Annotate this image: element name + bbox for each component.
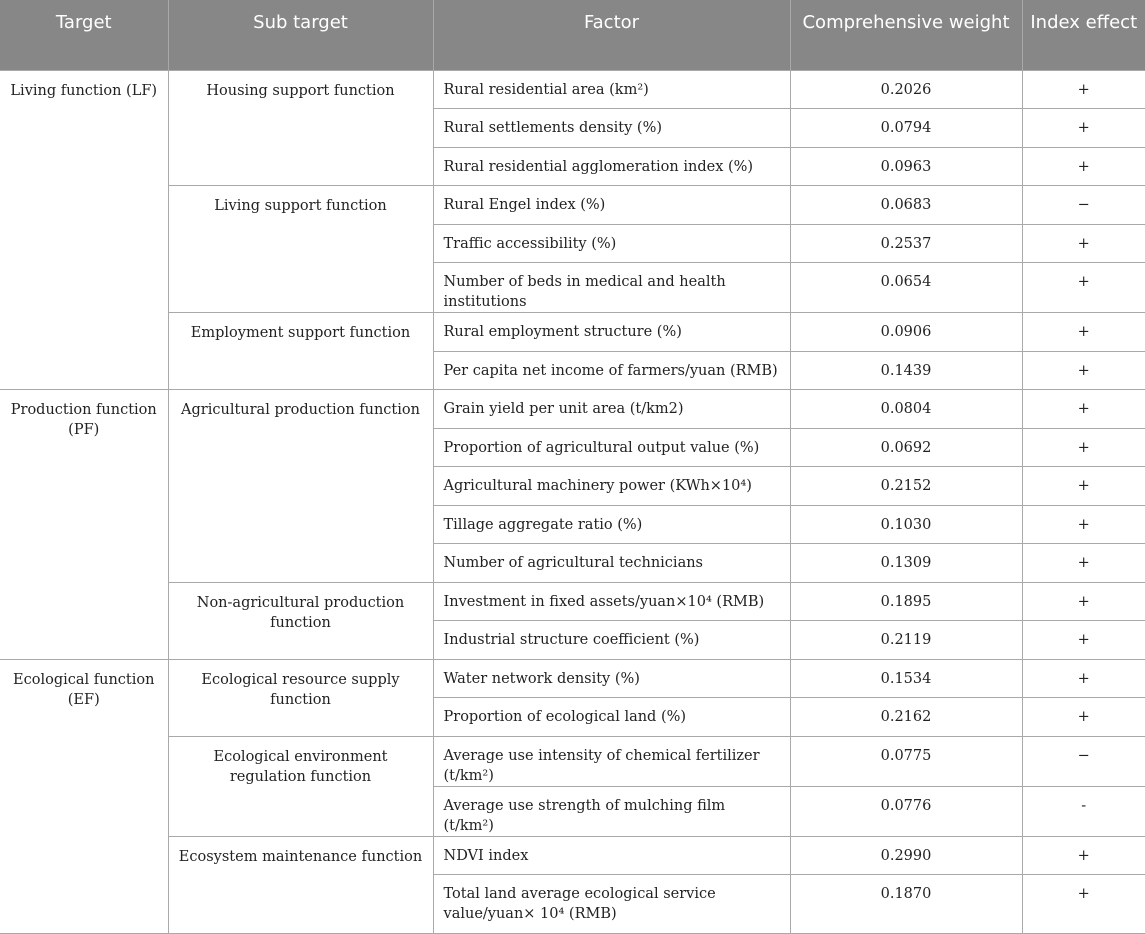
effect-cell: + [1022, 621, 1145, 660]
effect-cell: − [1022, 736, 1145, 786]
weight-cell: 0.0804 [790, 390, 1022, 429]
effect-cell: + [1022, 428, 1145, 467]
sub-target-cell: Housing support function [168, 70, 433, 186]
factor-cell: Rural residential area (km²) [433, 70, 790, 109]
table-row [0, 186, 1145, 225]
factor-cell: Agricultural machinery power (KWh×10⁴) [433, 467, 790, 506]
factor-cell: Traffic accessibility (%) [433, 224, 790, 263]
weight-cell: 0.1439 [790, 351, 1022, 390]
header-weight: Comprehensive weight [790, 0, 1022, 70]
header-factor: Factor [433, 0, 790, 70]
effect-cell: + [1022, 224, 1145, 263]
weight-cell: 0.0906 [790, 313, 1022, 352]
header-target: Target [0, 0, 168, 70]
factor-cell: Total land average ecological service value/yuan× 10⁴ (RMB) [433, 875, 790, 934]
table-row [0, 736, 1145, 786]
effect-cell: + [1022, 70, 1145, 109]
effect-cell: + [1022, 390, 1145, 429]
weight-cell: 0.1030 [790, 505, 1022, 544]
factor-cell: Rural settlements density (%) [433, 109, 790, 148]
factor-cell: Rural employment structure (%) [433, 313, 790, 352]
weight-cell: 0.0692 [790, 428, 1022, 467]
effect-cell: + [1022, 351, 1145, 390]
effect-cell: + [1022, 836, 1145, 875]
weight-cell: 0.2026 [790, 70, 1022, 109]
weight-cell: 0.1309 [790, 544, 1022, 583]
table-row [0, 582, 1145, 621]
effect-cell: + [1022, 467, 1145, 506]
effect-cell: + [1022, 313, 1145, 352]
weight-cell: 0.2119 [790, 621, 1022, 660]
effect-cell: + [1022, 109, 1145, 148]
factor-cell: Average use strength of mulching film (t/km²) [433, 786, 790, 836]
sub-target-cell: Ecosystem maintenance function [168, 836, 433, 934]
factor-cell: Tillage aggregate ratio (%) [433, 505, 790, 544]
header-effect: Index effect [1022, 0, 1145, 70]
factor-cell: Grain yield per unit area (t/km2) [433, 390, 790, 429]
target-cell: Production function (PF) [0, 390, 168, 660]
effect-cell: + [1022, 147, 1145, 186]
factor-cell: Proportion of ecological land (%) [433, 698, 790, 737]
factor-cell: Rural Engel index (%) [433, 186, 790, 225]
sub-target-cell: Living support function [168, 186, 433, 313]
header-row [0, 0, 1145, 70]
target-cell: Ecological function (EF) [0, 659, 168, 934]
effect-cell: + [1022, 582, 1145, 621]
table-row [0, 70, 1145, 109]
sub-target-cell: Ecological resource supply function [168, 659, 433, 736]
factor-cell: Average use intensity of chemical fertilizer (t/km²) [433, 736, 790, 786]
sub-target-cell: Employment support function [168, 313, 433, 390]
factor-cell: Investment in fixed assets/yuan×10⁴ (RMB) [433, 582, 790, 621]
factor-cell: Water network density (%) [433, 659, 790, 698]
effect-cell: + [1022, 544, 1145, 583]
weight-cell: 0.0683 [790, 186, 1022, 225]
weight-cell: 0.1870 [790, 875, 1022, 934]
weight-cell: 0.2990 [790, 836, 1022, 875]
factor-cell: NDVI index [433, 836, 790, 875]
weight-cell: 0.0654 [790, 263, 1022, 313]
effect-cell: + [1022, 659, 1145, 698]
weight-cell: 0.2537 [790, 224, 1022, 263]
factor-cell: Number of agricultural technicians [433, 544, 790, 583]
effect-cell: + [1022, 698, 1145, 737]
table-row [0, 659, 1145, 698]
header-sub-target: Sub target [168, 0, 433, 70]
factor-cell: Per capita net income of farmers/yuan (RMB) [433, 351, 790, 390]
effect-cell: − [1022, 186, 1145, 225]
weight-cell: 0.1534 [790, 659, 1022, 698]
weight-cell: 0.0963 [790, 147, 1022, 186]
target-cell: Living function (LF) [0, 70, 168, 390]
table-row [0, 836, 1145, 875]
weight-cell: 0.0794 [790, 109, 1022, 148]
factor-cell: Industrial structure coefficient (%) [433, 621, 790, 660]
effect-cell: + [1022, 875, 1145, 934]
weight-cell: 0.0775 [790, 736, 1022, 786]
effect-cell: + [1022, 263, 1145, 313]
sub-target-cell: Non-agricultural production function [168, 582, 433, 659]
sub-target-cell: Ecological environment regulation function [168, 736, 433, 836]
table-row [0, 390, 1145, 429]
effect-cell: + [1022, 505, 1145, 544]
factor-cell: Proportion of agricultural output value (%) [433, 428, 790, 467]
sub-target-cell: Agricultural production function [168, 390, 433, 583]
weight-cell: 0.2152 [790, 467, 1022, 506]
factor-cell: Rural residential agglomeration index (%) [433, 147, 790, 186]
table-row [0, 313, 1145, 352]
factor-cell: Number of beds in medical and health institutions [433, 263, 790, 313]
weight-cell: 0.2162 [790, 698, 1022, 737]
weight-cell: 0.0776 [790, 786, 1022, 836]
effect-cell: - [1022, 786, 1145, 836]
weight-cell: 0.1895 [790, 582, 1022, 621]
